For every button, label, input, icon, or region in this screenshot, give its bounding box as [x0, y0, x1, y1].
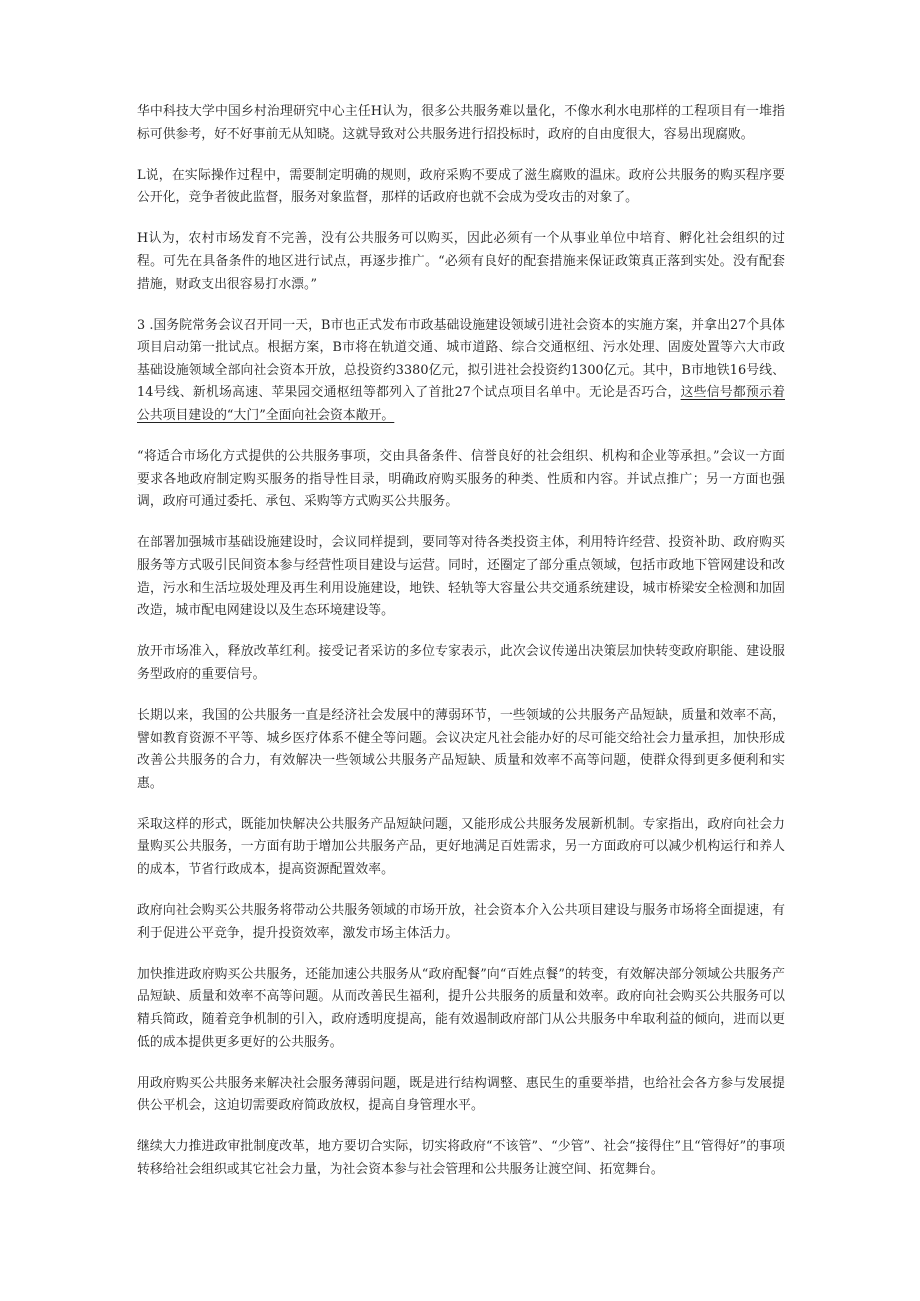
paragraph-8-text: 长期以来，我国的公共服务一直是经济社会发展中的薄弱环节，一些领域的公共服务产品短缺，质量和效率不高，譬如教育资源不平等、城乡医疗体系不健全等问题。会议决定凡社会能办好的尽可能交给社会力量承担，加快形成改善公共服务的合力，有效解决一些领域公共服务产品短缺、质量和效率不高等问题，使群众得到更多便利和实惠。	[137, 707, 785, 791]
paragraph-13	[137, 1136, 785, 1181]
paragraph-6-text: 在部署加强城市基础设施建设时，会议同样提到，要同等对待各类投资主体，利用特许经营、投资补助、政府购买服务等方式吸引民间资本参与经营性项目建设与运营。同时，还圈定了部分重点领域，包括市政地下管网建设和改造，污水和生活垃圾处理及再生利用设施建设，地铁、轻轨等大容量公共交通系统建设，城市桥梁安全检测和加固改造，城市配电网建设以及生态环境建设等。	[137, 535, 785, 619]
paragraph-5-text: “将适合市场化方式提供的公共服务事项，交由具备条件、信誉良好的社会组织、机构和企业等承担。”会议一方面要求各地政府制定购买服务的指导性目录，明确政府购买服务的种类、性质和内容。并试点推广；另一方面也强调，政府可通过委托、承包、采购等方式购买公共服务。	[137, 449, 785, 510]
paragraph-11-text: 加快推进政府购买公共服务，还能加速公共服务从“政府配餐”向“百姓点餐”的转变，有效解决部分领域公共服务产品短缺、质量和效率不高等问题。从而改善民生福利，提升公共服务的质量和效率。政府向社会购买公共服务可以精兵简政，随着竞争机制的引入，政府透明度提高，能有效遏制政府部门从公共服务中牟取利益的倾向，进而以更低的成本提供更多更好的公共服务。	[137, 966, 785, 1050]
paragraph-13-text: 继续大力推进政审批制度改革，地方要切合实际，切实将政府“不该管”、“少管”、社会“接得住”且“管得好”的事项转移给社会组织或其它社会力量，为社会资本参与社会管理和公共服务让渡空间、拓宽舞台。	[137, 1139, 785, 1177]
paragraph-9	[137, 814, 785, 882]
paragraph-4-text: 3 .国务院常务会议召开同一天，B市也正式发布市政基础设施建设领域引进社会资本的实施方案，并拿出27个具体项目启动第一批试点。根据方案，B市将在轨道交通、城市道路、综合交通枢纽、污水处理、固废处置等六大市政基础设施领域全部向社会资本开放，总投资约3380亿元，拟引进社会投资约1300亿元。其中，B市地铁16号线、14号线、新机场高速、苹果园交通枢纽等都列入了首批27个试点项目名单中。无论是否巧合，	[137, 317, 785, 401]
paragraph-1-text: 华中科技大学中国乡村治理研究中心主任H认为，很多公共服务难以量化，不像水利水电那样的工程项目有一堆指标可供参考，好不好事前无从知晓。这就导致对公共服务进行招投标时，政府的自由度很大，容易出现腐败。	[137, 104, 785, 142]
paragraph-8	[137, 705, 785, 795]
paragraph-10	[137, 900, 785, 945]
paragraph-5	[137, 446, 785, 514]
paragraph-9-text: 采取这样的形式，既能加快解决公共服务产品短缺问题，又能形成公共服务发展新机制。专家指出，政府向社会力量购买公共服务，一方面有助于增加公共服务产品，更好地满足百姓需求，另一方面政府可以减少机构运行和养人的成本，节省行政成本，提高资源配置效率。	[137, 816, 785, 878]
paragraph-11	[137, 964, 785, 1054]
paragraph-6	[137, 532, 785, 622]
paragraph-3	[137, 228, 785, 296]
paragraph-2-text: L说，在实际操作过程中，需要制定明确的规则，政府采购不要成了滋生腐败的温床。政府公共服务的购买程序要公开化，竞争者彼此监督，服务对象监督，那样的话政府也就不会成为受攻击的对象了。	[137, 167, 785, 206]
paragraph-3-text: H认为，农村市场发育不完善，没有公共服务可以购买，因此必须有一个从事业单位中培育、孵化社会组织的过程。可先在具备条件的地区进行试点，再逐步推广。“必须有良好的配套措施来保证政策真正落到实处。没有配套措施，财政支出很容易打水漂。”	[137, 231, 785, 292]
paragraph-4	[137, 315, 785, 428]
paragraph-2	[137, 165, 785, 210]
paragraph-12	[137, 1073, 785, 1118]
paragraph-7	[137, 641, 785, 686]
paragraph-7-text: 放开市场准入，释放改革红利。接受记者采访的多位专家表示，此次会议传递出决策层加快转变政府职能、建设服务型政府的重要信号。	[137, 644, 785, 682]
paragraph-4-underlined-text: 这些信号都预示着公共项目建设的“大门”全面向社会资本敞开。	[137, 385, 786, 424]
paragraph-1	[137, 101, 785, 146]
paragraph-12-text: 用政府购买公共服务来解决社会服务薄弱问题，既是进行结构调整、惠民生的重要举措，也给社会各方参与发展提供公平机会，这迫切需要政府简政放权，提高自身管理水平。	[137, 1075, 785, 1114]
paragraph-10-text: 政府向社会购买公共服务将带动公共服务领域的市场开放，社会资本介入公共项目建设与服务市场将全面提速，有利于促进公平竞争，提升投资效率，激发市场主体活力。	[137, 903, 785, 941]
document-body	[137, 101, 785, 1200]
